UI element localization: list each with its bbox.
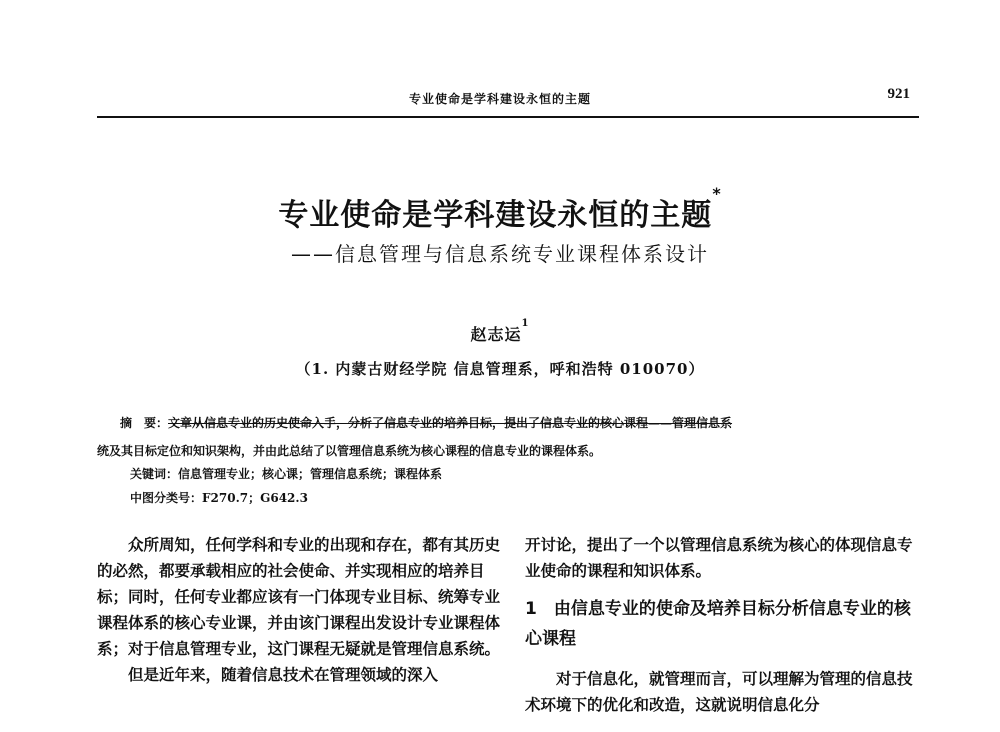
keywords-label: 关键词：	[130, 467, 179, 481]
body-column-left	[97, 532, 502, 688]
paper-title	[0, 184, 1000, 234]
abstract-line-1	[120, 414, 950, 431]
body-paragraph: 开讨论，提出了一个以管理信息系统为核心的体现信息专业使命的课程和知识体系。	[525, 535, 913, 580]
page-number: 921	[887, 86, 910, 102]
paper-title-text: 专业使命是学科建设永恒的主题	[278, 198, 713, 233]
title-footnote-mark: *	[712, 184, 722, 203]
classification-label: 中图分类号：	[130, 491, 203, 505]
author	[0, 318, 1000, 345]
body-paragraph: 但是近年来，随着信息技术在管理领域的深入	[128, 665, 439, 684]
classification	[130, 489, 308, 506]
body-paragraph: 众所周知，任何学科和专业的出现和存在，都有其历史的必然，都要承载相应的社会使命、并实现相应的培养目标；同时，任何专业都应该有一门体现专业目标、统筹专业课程体系的核心专业课，并由该门课程出发设计专业课程体系；对于信息管理专业，这门课程无疑就是管理信息系统。	[97, 535, 501, 658]
section-heading: 1 由信息专业的使命及培养目标分析信息专业的核心课程	[525, 599, 911, 649]
abstract-text-1: 文章从信息专业的历史使命入手，分析了信息专业的培养目标，提出了信息专业的核心课程——管理信息系	[168, 416, 733, 430]
author-name: 赵志运	[470, 325, 522, 344]
body-paragraph: 对于信息化，就管理而言，可以理解为管理的信息技术环境下的优化和改造，这就说明信息化分	[525, 669, 913, 714]
body-column-right	[525, 532, 925, 718]
running-title: 专业使命是学科建设永恒的主题	[408, 92, 591, 106]
author-affiliation-mark: 1	[521, 318, 530, 329]
classification-text: F270.7；G642.3	[202, 491, 308, 505]
paper-subtitle: ——信息管理与信息系统专业课程体系设计	[291, 242, 709, 266]
abstract-line-2: 统及其目标定位和知识架构，并由此总结了以管理信息系统为核心课程的信息专业的课程体系。	[97, 444, 602, 458]
header-rule	[97, 116, 919, 118]
keywords	[130, 465, 442, 482]
author-affiliation: （1. 内蒙古财经学院 信息管理系，呼和浩特 010070）	[295, 360, 705, 378]
keywords-text: 信息管理专业；核心课；管理信息系统；课程体系	[178, 467, 443, 481]
abstract-label: 摘 要：	[120, 416, 169, 430]
